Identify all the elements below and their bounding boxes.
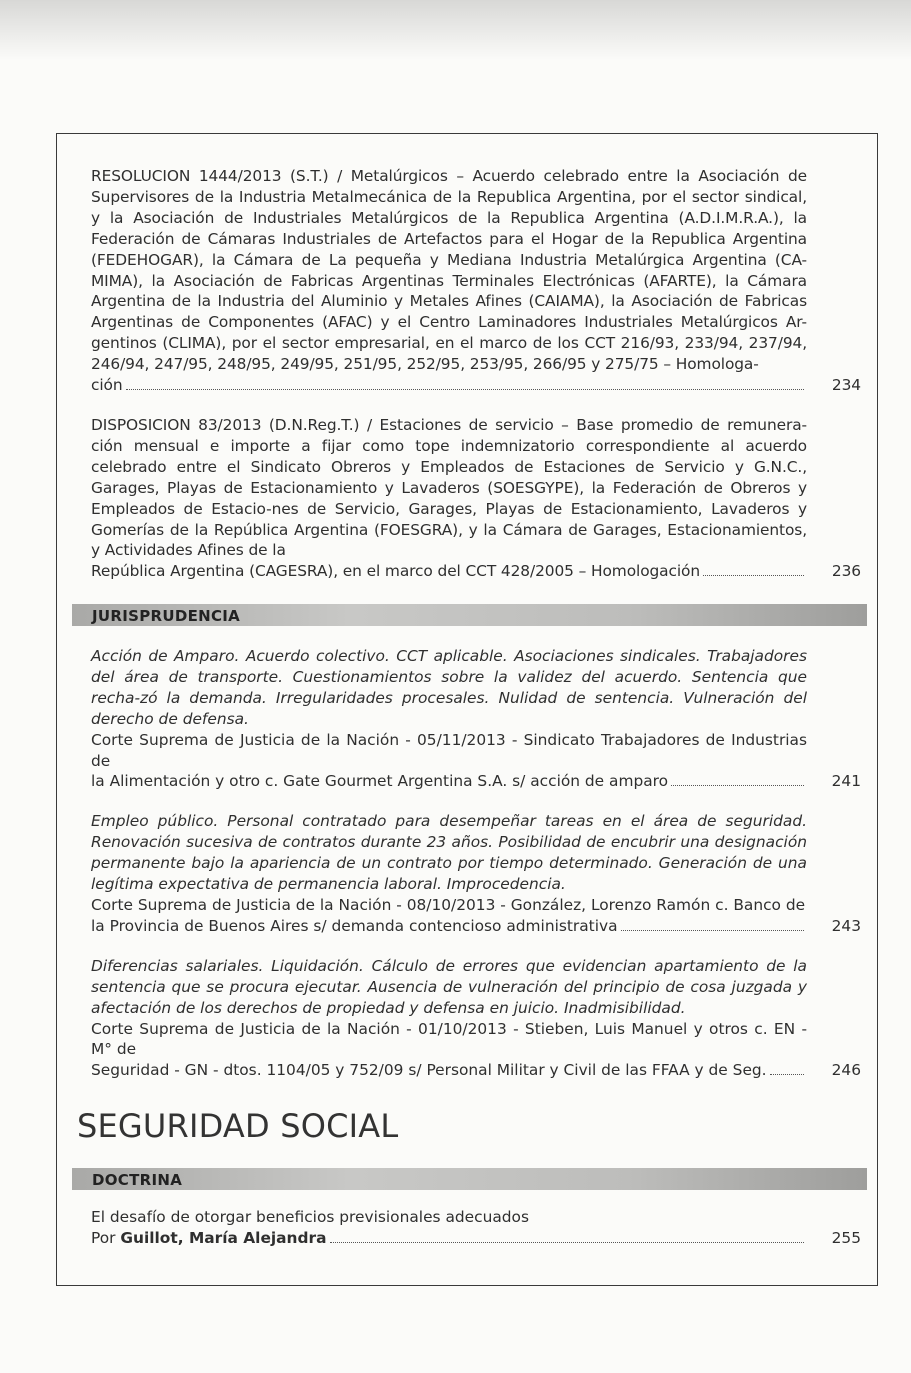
by-label: Por	[91, 1229, 116, 1247]
juris-tail: Seguridad - GN - dtos. 1104/05 y 752/09 s/ Personal Militar y Civil de las FFAA y de Seg.	[91, 1061, 767, 1080]
juris-tail: la Provincia de Buenos Aires s/ demanda contencioso administrativa	[91, 916, 618, 935]
section-bar-jurisprudencia	[72, 604, 867, 626]
doctrina-entry[interactable]	[91, 1207, 861, 1249]
section-heading-seguridad-social: SEGURIDAD SOCIAL	[77, 1107, 399, 1145]
dot-leader	[671, 785, 804, 786]
doctrina-title: El desafío de otorgar beneficios previsionales adecuados	[91, 1208, 529, 1226]
juris-case: Corte Suprema de Justicia de la Nación - 05/11/2013 - Sindicato Trabajadores de Industrias de	[91, 730, 807, 770]
toc-entries	[91, 166, 861, 582]
doctrina-author-line	[91, 1228, 861, 1249]
toc-entry-resolucion-1444[interactable]	[91, 166, 861, 396]
section-label: DOCTRINA	[92, 1171, 183, 1189]
juris-case: Corte Suprema de Justicia de la Nación - 01/10/2013 - Stieben, Luis Manuel y otros c. EN - M° de	[91, 1019, 807, 1059]
juris-summary: Acción de Amparo. Acuerdo colectivo. CCT aplicable. Asociaciones sindicales. Trabajadores del área de transporte. Cuestionamientos sobre la validez del acuerdo. Sentencia que recha-zó la demanda. Irregularidades procesales. Nulidad de sentencia. Vulneración del derecho de defensa.	[91, 647, 807, 728]
entry-tail: República Argentina (CAGESRA), en el marco del CCT 428/2005 – Homologación	[91, 562, 701, 581]
doctrina-author: Guillot, María Alejandra	[120, 1229, 327, 1247]
jurisprudencia-list	[91, 646, 861, 1081]
entry-last-line	[91, 1060, 861, 1081]
section-label: JURISPRUDENCIA	[92, 607, 241, 625]
entry-last-line	[91, 771, 861, 792]
dot-leader	[621, 930, 804, 931]
page-number: 243	[831, 916, 861, 935]
page-number: 236	[831, 562, 861, 581]
juris-entry[interactable]	[91, 811, 861, 936]
juris-tail: la Alimentación y otro c. Gate Gourmet Argentina S.A. s/ acción de amparo	[91, 772, 669, 791]
juris-entry[interactable]	[91, 956, 861, 1081]
scan-shadow	[0, 0, 911, 60]
entry-text: RESOLUCION 1444/2013 (S.T.) / Metalúrgicos – Acuerdo celebrado entre la Asociación de Supervisores de la Industria Metalmecánica de la Republica Argentina, por el sector sindical, y la Asociación de Industriales Metalúrgicos de la Republica Argentina (A.D.I.M.R.A.), la Federación de Cámaras Industriales de Artefactos para el Hogar de la Republica Argentina (FEDEHOGAR), la Cámara de La pequeña y Mediana Industria Metalúrgica Argentina (CA-MIMA), la Asociación de Fabricas Argentinas Terminales Electrónicas (AFARTE), la Cámara Argentina de la Industria del Aluminio y Metales Afines (CAIAMA), la Asociación de Fabricas Argentinas de Componentes (AFAC) y el Centro Laminadores Industriales Metalúrgicos Ar-gentinos (CLIMA), por el sector empresarial, en el marco de los CCT 216/93, 233/94, 237/94, 246/94, 247/95, 248/95, 249/95, 251/95, 252/95, 253/95, 266/95 y 275/75 – Homologa-	[91, 167, 807, 374]
juris-entry[interactable]	[91, 646, 861, 792]
entry-text: DISPOSICION 83/2013 (D.N.Reg.T.) / Estaciones de servicio – Base promedio de remunera-ción mensual e importe a fijar como tope indemnizatorio correspondiente al acuerdo celebrado entre el Sindicato Obreros y Empleados de Estaciones de Servicio y G.N.C., Garages, Playas de Estacionamiento y Lavaderos (SOESGYPE), la Federación de Obreros y Empleados de Estacio-nes de Servicio, Garages, Playas de Estacionamiento, Lavaderos y Gomerías de la República Argentina (FOESGRA), y la Cámara de Garages, Estacionamientos, y Actividades Afines de la	[91, 415, 807, 560]
dot-leader	[703, 575, 804, 576]
juris-summary: Empleo público. Personal contratado para desempeñar tareas en el área de seguridad. Renovación sucesiva de contratos durante 23 años. Posibilidad de encubrir una designación permanente bajo la apariencia de un contrato por tiempo determinado. Generación de una legítima expectativa de permanencia laboral. Improcedencia.	[91, 812, 807, 894]
page-number: 234	[831, 376, 861, 395]
page-number: 246	[831, 1061, 861, 1080]
juris-summary: Diferencias salariales. Liquidación. Cálculo de errores que evidencian apartamiento de la sentencia que se procura ejecutar. Ausencia de vulneración del principio de cosa juzgada y afectación de los derechos de propiedad y defensa en juicio. Inadmisibilidad.	[91, 956, 807, 1017]
toc-entry-disposicion-83[interactable]	[91, 415, 861, 582]
dot-leader	[330, 1242, 805, 1243]
entry-tail: ción	[91, 376, 123, 395]
dot-leader	[126, 389, 804, 390]
page-number: 241	[831, 772, 861, 791]
entry-last-line	[91, 375, 861, 396]
section-bar-doctrina	[72, 1168, 867, 1190]
dot-leader	[770, 1074, 804, 1075]
page-number: 255	[831, 1229, 861, 1248]
entry-last-line	[91, 561, 861, 582]
juris-case: Corte Suprema de Justicia de la Nación - 08/10/2013 - González, Lorenzo Ramón c. Banco de	[91, 895, 806, 914]
entry-last-line	[91, 916, 861, 937]
